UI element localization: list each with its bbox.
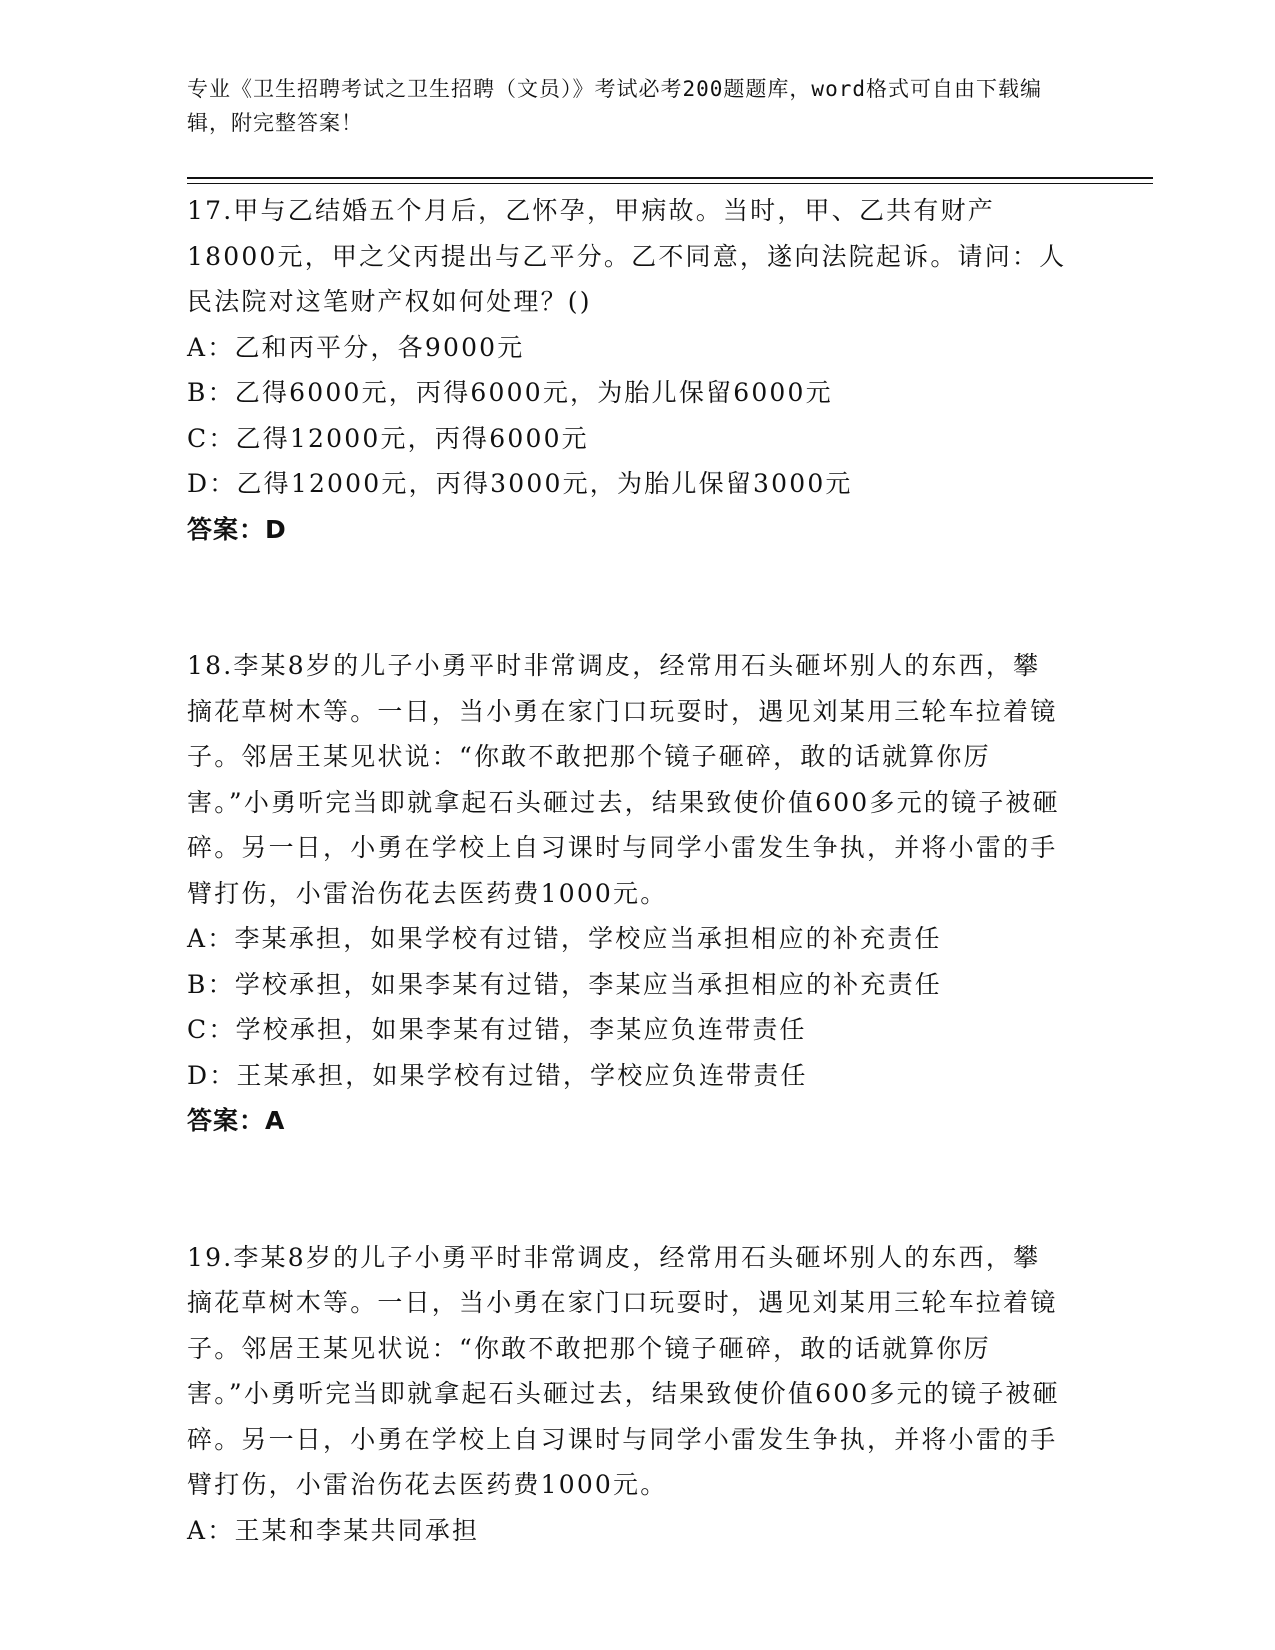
question-text: 17.甲与乙结婚五个月后，乙怀孕，甲病故。当时，甲、乙共有财产18000元，甲之父丙提出与乙平分。乙不同意，遂向法院起诉。请问：人民法院对这笔财产权如何处理？(): [187, 196, 1067, 316]
option-d: D：王某承担，如果学校有过错，学校应负连带责任: [187, 1060, 808, 1090]
question-spacer: [187, 1144, 1067, 1235]
option-a: A：李某承担，如果学校有过错，学校应当承担相应的补充责任: [187, 924, 942, 953]
question-17: [187, 188, 1067, 552]
option-a: A：乙和丙平分，各9000元: [187, 332, 525, 362]
header-rule-thin: [187, 183, 1153, 184]
option-b: B：学校承担，如果李某有过错，李某应当承担相应的补充责任: [187, 969, 942, 999]
option-d: D：乙得12000元，丙得3000元，为胎儿保留3000元: [187, 469, 853, 498]
document-header: [187, 72, 1067, 140]
document-body: [187, 188, 1067, 1553]
question-text: 19.李某8岁的儿子小勇平时非常调皮，经常用石头砸坏别人的东西，攀摘花草树木等。一日，当小勇在家门口玩耍时，遇见刘某用三轮车拉着镜子。邻居王某见状说：“你敢不敢把那个镜子砸碎，敢的话就算你厉害。”小勇听完当即就拿起石头砸过去，结果致使价值600多元的镜子被砸碎。另一日，小勇在学校上自习课时与同学小雷发生争执，并将小雷的手臂打伤，小雷治伤花去医药费1000元。: [187, 1242, 1060, 1499]
header-rule-thick: [187, 177, 1153, 179]
question-spacer: [187, 552, 1067, 643]
option-a: A：王某和李某共同承担: [187, 1515, 480, 1545]
option-c: C：学校承担，如果李某有过错，李某应负连带责任: [187, 1015, 807, 1044]
option-b: B：乙得6000元，丙得6000元，为胎儿保留6000元: [187, 378, 833, 407]
answer-line: 答案：D: [187, 514, 287, 544]
question-19: [187, 1235, 1067, 1554]
answer-line: 答案：A: [187, 1106, 286, 1135]
header-text: 专业《卫生招聘考试之卫生招聘（文员）》考试必考200题题库，word格式可自由下载编辑，附完整答案！: [187, 77, 1042, 135]
question-text: 18.李某8岁的儿子小勇平时非常调皮，经常用石头砸坏别人的东西，攀摘花草树木等。一日，当小勇在家门口玩耍时，遇见刘某用三轮车拉着镜子。邻居王某见状说：“你敢不敢把那个镜子砸碎，敢的话就算你厉害。”小勇听完当即就拿起石头砸过去，结果致使价值600多元的镜子被砸碎。另一日，小勇在学校上自习课时与同学小雷发生争执，并将小雷的手臂打伤，小雷治伤花去医药费1000元。: [187, 651, 1060, 908]
option-c: C：乙得12000元，丙得6000元: [187, 423, 589, 453]
question-18: [187, 643, 1067, 1144]
